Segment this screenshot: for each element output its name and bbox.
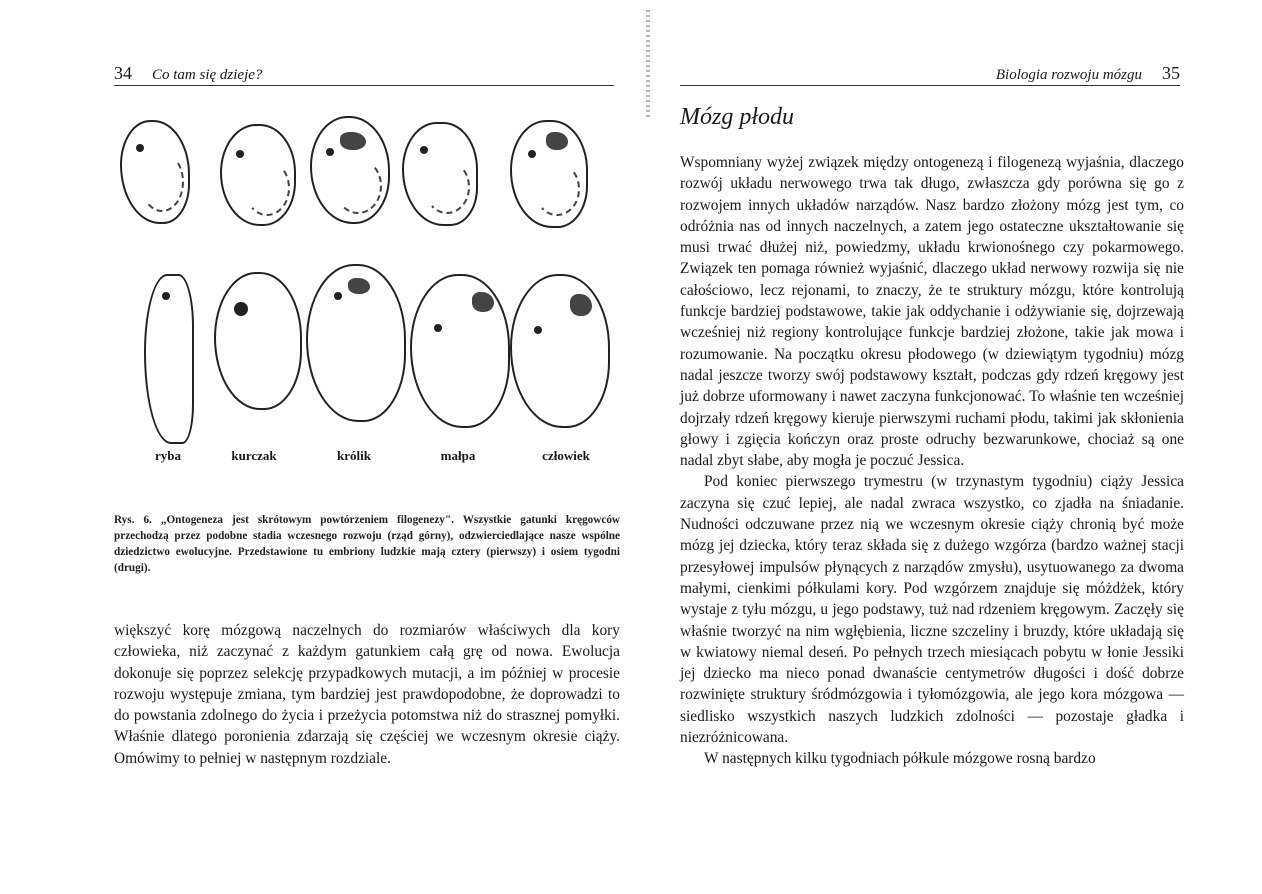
right-paragraph: W następnych kilku tygodniach półkule mózgowe rosną bardzo — [704, 750, 1096, 768]
eye-mark — [434, 324, 442, 332]
species-label: człowiek — [542, 448, 590, 463]
species-label: małpa — [440, 448, 476, 463]
eye-mark — [136, 144, 144, 152]
right-paragraph: Pod koniec pierwszego trymestru (w trzynastym tygodniu) ciąży Jessica zaczyna się czuć lepiej, ale nadal zwraca wszystko, co zjadła na śniadanie. Nudności odczuwane przez nią we wczesnym okresie ciąży chronią być może mózg jej dziecka, który teraz składa się z dużego wzgórza (bardzo ważnej stacji przesyłowej impulsów płynących z narządów zmysłu), usytuowanego za dwoma małymi, cienkimi półkulami kory. Pod wzgórzem znajduje się móżdżek, który wystaje z tyłu mózgu, u jego podstawy, tuż nad rdzeniem kręgowym. Zaczęły się właśnie tworzyć na nim wgłębienia, liczne szczeliny i bruzdy, które układają się w kwiatowy niemal deseń. Po pełnych trzech miesiącach pobytu w łonie Jessiki jej dziecko ma nieco ponad dwanaście centymetrów długości i dość dobrze rozwinięte struktury śródmózgowia i tyłomózgowia, ale jego kora mózgowa — siedlisko wszystkich naszych ludzkich zdolności — pozostaje gładka i niezróżnicowana. — [680, 473, 1184, 747]
embryo-chicken-early — [220, 124, 296, 226]
somite-arcs — [244, 160, 290, 216]
species-label: ryba — [155, 448, 181, 463]
embryo-human-late — [510, 274, 610, 428]
embryo-chicken-late — [214, 272, 302, 410]
species-labels — [110, 448, 630, 468]
embryo-rabbit-late — [306, 264, 406, 422]
left-running-head — [114, 63, 614, 86]
shade-mark — [546, 132, 568, 150]
eye-mark — [534, 326, 542, 334]
caption-text: „Ontogeneza jest skrótowym powtórzeniem filogenezy". Wszystkie gatunki kręgowców przechodzą przez podobne stadia wczesnego rozwoju (rząd górny), odzwierciedlające nasze wspólne dziedzictwo ewolucyjne. Przedstawione tu embriony ludzkie mają cztery (pierwszy) i osiem tygodni (drugi). — [114, 514, 620, 574]
shade-mark — [340, 132, 366, 150]
eye-mark — [236, 150, 244, 158]
somite-arcs — [140, 152, 184, 212]
left-paragraph: większyć korę mózgową naczelnych do rozmiarów właściwych dla kory człowieka, niż zaczynać z każdym gatunkiem całą grę od nowa. Ewolucja dokonuje się poprzez selekcję przypadkowych mutacji, a im później w procesie rozwoju występuje zmiana, tym bardziej jest prawdopodobne, że doprowadzi to do powstania zdolnego do życia i przeżycia potomstwa niż do strasznej pomyłki. Właśnie dlatego poronienia zdarzają się częściej we wczesnym okresie ciąży. Omówimy to pełniej w następnym rozdziale. — [114, 622, 620, 767]
embryo-monkey-early — [402, 122, 478, 226]
eye-mark — [420, 146, 428, 154]
shade-mark — [570, 294, 592, 316]
eye-mark — [162, 292, 170, 300]
left-body-text — [114, 620, 620, 769]
figure-caption — [114, 512, 620, 576]
caption-lead: Rys. 6. — [114, 514, 152, 526]
embryo-rabbit-early — [310, 116, 390, 224]
eye-mark — [334, 292, 342, 300]
embryo-monkey-late — [410, 274, 510, 428]
eye-mark — [234, 302, 248, 316]
right-page-number: 35 — [1162, 63, 1180, 83]
somite-arcs — [424, 160, 470, 214]
shade-mark — [348, 278, 370, 294]
left-page-number: 34 — [114, 63, 132, 83]
shade-mark — [472, 292, 494, 312]
species-label: królik — [337, 448, 371, 463]
right-paragraph: Wspomniany wyżej związek między ontogenezą i filogenezą wyjaśnia, dlaczego rozwój układu nerwowego trwa tak długo, zwłaszcza gdy porówna się go z rozwojem innych układów narządów. Nasz bardzo złożony mózg jest tym, co odróżnia nas od innych naczelnych, a zatem jego ostateczne ukształtowanie się musi trwać dłużej niż, powiedzmy, układu krwionośnego czy pokarmowego. Związek ten pomaga również wyjaśnić, dlaczego układ nerwowy rozwija się nie całościowo, lecz rejonami, to znaczy, że te struktury mózgu, które kontrolują funkcje bardziej podstawowe, takie jak oddychanie i odżywianie się, dojrzewają wcześniej niż regiony kontrolujące funkcje bardziej złożone, takie jak mowa i rozumowanie. Na początku okresu płodowego (w dziewiątym tygodniu) mózg nadal jeszcze tworzy swój podstawowy kształt, podczas gdy rdzeń kręgowy jest już dobrze uformowany i nawet zaczyna funkcjonować. To właśnie ten wcześniej dojrzały rdzeń kręgowy kieruje pierwszymi ruchami płodu, takimi jak skłonienia głowy i zgięcia kończyn oraz proste odruchy bezwarunkowe, chociaż są one nadal zbyt słabe, aby mogła je poczuć Jessica. — [680, 154, 1184, 470]
embryo-human-early — [510, 120, 588, 228]
page-gutter — [646, 10, 650, 120]
section-title: Mózg płodu — [680, 104, 794, 130]
somite-arcs — [534, 162, 580, 216]
right-running-title: Biologia rozwoju mózgu — [995, 67, 1142, 83]
embryo-figure — [110, 112, 630, 472]
species-label: kurczak — [231, 448, 277, 463]
eye-mark — [326, 148, 334, 156]
eye-mark — [528, 150, 536, 158]
right-body-text — [680, 152, 1184, 770]
embryo-fish-early — [120, 120, 190, 224]
left-running-title: Co tam się dzieje? — [152, 67, 263, 83]
right-running-head — [680, 63, 1180, 86]
embryo-fish-late — [144, 274, 194, 444]
somite-arcs — [334, 158, 382, 214]
